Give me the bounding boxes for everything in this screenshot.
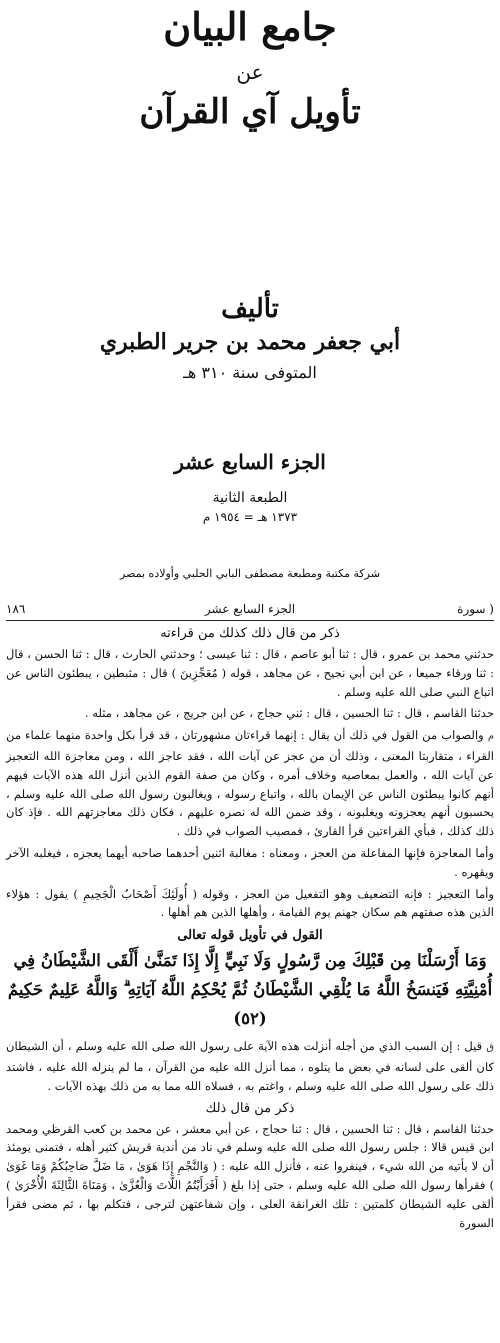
authorship-label: تأليف [221, 294, 279, 324]
title-page [0, 0, 500, 590]
publisher-line: شركة مكتبة ومطبعة مصطفى البابي الحلبي وأولاده بمصر [120, 567, 380, 580]
paragraph-6 [6, 1037, 494, 1095]
page-number: ١٨٦ [6, 602, 26, 616]
paragraph-6-text: قيل : إن السبب الذي من أجله أنزلت هذه الآية على رسول الله صلى الله عليه وسلم ، أن الشيطان كان ألقى على لسانه في بعض ما يتلوه ، مما أنزل الله عليه من القرآن ، ما لم ينزله الله عليه ، فاشتد ذلك على رسول الله صلى الله عليه وسلم ، واغتم به ، فسلاه الله مما به من ذلك بهذه الآيات . [6, 1039, 494, 1093]
margin-marker: م [487, 731, 495, 743]
page-header [6, 598, 494, 621]
quran-verse: وَمَا أَرْسَلْنَا مِن قَبْلِكَ مِن رَّسُولٍ وَلَا نَبِيٍّ إِلَّا إِذَا تَمَنَّىٰ أَلْقَى الشَّيْطَانُ فِي أُمْنِيَّتِهِ فَيَنسَخُ اللَّهُ مَا يُلْقِي الشَّيْطَانُ ثُمَّ يُحْكِمُ اللَّهُ آيَاتِهِ ۗ وَاللَّهُ عَلِيمٌ حَكِيمٌ (٥٢) [7, 951, 493, 1029]
book-title: جامع البيان [163, 4, 337, 49]
paragraph-2: حدثنا القاسم ، قال : ثنا الحسين ، قال : ثني حجاج ، عن ابن جريج ، عن مجاهد ، مثله . [84, 706, 494, 721]
volume-label: الجزء السابع عشر [174, 450, 326, 474]
margin-marker: ق [486, 1042, 495, 1054]
running-title: الجزء السابع عشر [204, 602, 296, 616]
book-subtitle: تأويل آي القرآن [139, 92, 361, 132]
heading-those-who-read: ذكر من قال ذلك كذلك من قراءته [160, 626, 340, 641]
sura-label: ( سورة [457, 602, 494, 616]
publication-year: ١٣٧٣ هـ = ١٩٥٤ م [202, 510, 298, 524]
paragraph-1: حدثني محمد بن عمرو ، قال : ثنا أبو عاصم ، قال : ثنا عيسى ؛ وحدثني الحارث ، قال : ثنا الحسن ، قال : ثنا ورقاء جميعا ، عن ابن أبي نجيح ، عن مجاهد ، قوله ( مُعَجِّزِينَ ) قال : مثبطين ، يبطئون الناس عن اتباع النبي صلى الله عليه وسلم . [6, 647, 494, 699]
paragraph-3 [6, 726, 494, 841]
author-name: أبي جعفر محمد بن جرير الطبري [99, 329, 401, 355]
edition-label: الطبعة الثانية [212, 490, 288, 506]
author-death-date: المتوفى سنة ٣١٠ هـ [183, 363, 317, 382]
paragraph-3-text: والصواب من القول في ذلك أن يقال : إنهما قراءتان مشهورتان ، قد قرأ بكل واحدة منهما علماء من القراء ، متقاربتا المعنى ، وذلك أن من عجز عن آيات الله ، فقد عاجز الله ، ومن معاجزة الله التعجيز عن آيات الله ، والعمل بمعاصيه وخلاف أمره ، وكان من صفة القوم الذين أنزل الله هذه الآيات فيهم أنهم كانوا يبطئون الناس عن الإيمان بالله ، واتباع رسوله ، ويغالبون رسول الله صلى الله عليه وسلم ، يحسبون أنهم يعجزونه ويغلبونه ، وقد ضمن الله له نصره عليهم ، فكان ذلك معاجزتهم الله . فإذ كان ذلك كذلك ، فبأي القراءتين قرأ القارئ ، فمصيب الصواب في ذلك . [6, 728, 495, 839]
paragraph-7: حدثنا القاسم ، قال : ثنا الحسين ، قال : ثنا حجاج ، عن أبي معشر ، عن محمد بن كعب القرظي ومحمد ابن قيس قالا : جلس رسول الله صلى الله عليه وسلم في ناد من أندية قريش كثير أهله ، فتمنى يومئذ أن لا يأتيه من الله شيء ، فينفروا عنه ، فأنزل الله عليه : ( وَالنَّجْمِ إِذَا هَوَىٰ ، مَا ضَلَّ صَاحِبُكُمْ وَمَا غَوَىٰ ) فقرأها رسول الله صلى الله عليه وسلم ، حتى إذا بلغ ( أَفَرَأَيْتُمُ اللَّاتَ وَالْعُزَّىٰ ، وَمَنَاةَ الثَّالِثَةَ الْأُخْرَىٰ ) ألقى عليه الشيطان كلمتين : تلك الغرانقة العلى ، وإن شفاعتهن لترجى ، فتكلم بها ، ثم مضى فقرأ السورة [6, 1121, 494, 1230]
heading-those-who-said: ذكر من قال ذلك [205, 1100, 295, 1116]
section-heading: القول في تأويل قوله تعالى [177, 928, 323, 944]
paragraph-4: وأما المعاجزة فإنها المفاعلة من العجز ، ومعناه : مغالبة اثنين أحدهما صاحبه أيهما يعجزه ، فيغلبه الآخر ويقهره . [6, 845, 494, 879]
title-connector: عن [236, 60, 264, 84]
paragraph-5: وأما التعجيز : فإنه التضعيف وهو التفعيل من العجز ، وقوله ( أُولَئِكَ أَصْحَابُ الْجَحِيمِ ) يقول : هؤلاء الذين هذه صفتهم هم سكان جهنم يوم القيامة ، وأهلها الذين هم أهلها . [6, 886, 494, 920]
text-page [6, 598, 494, 1338]
